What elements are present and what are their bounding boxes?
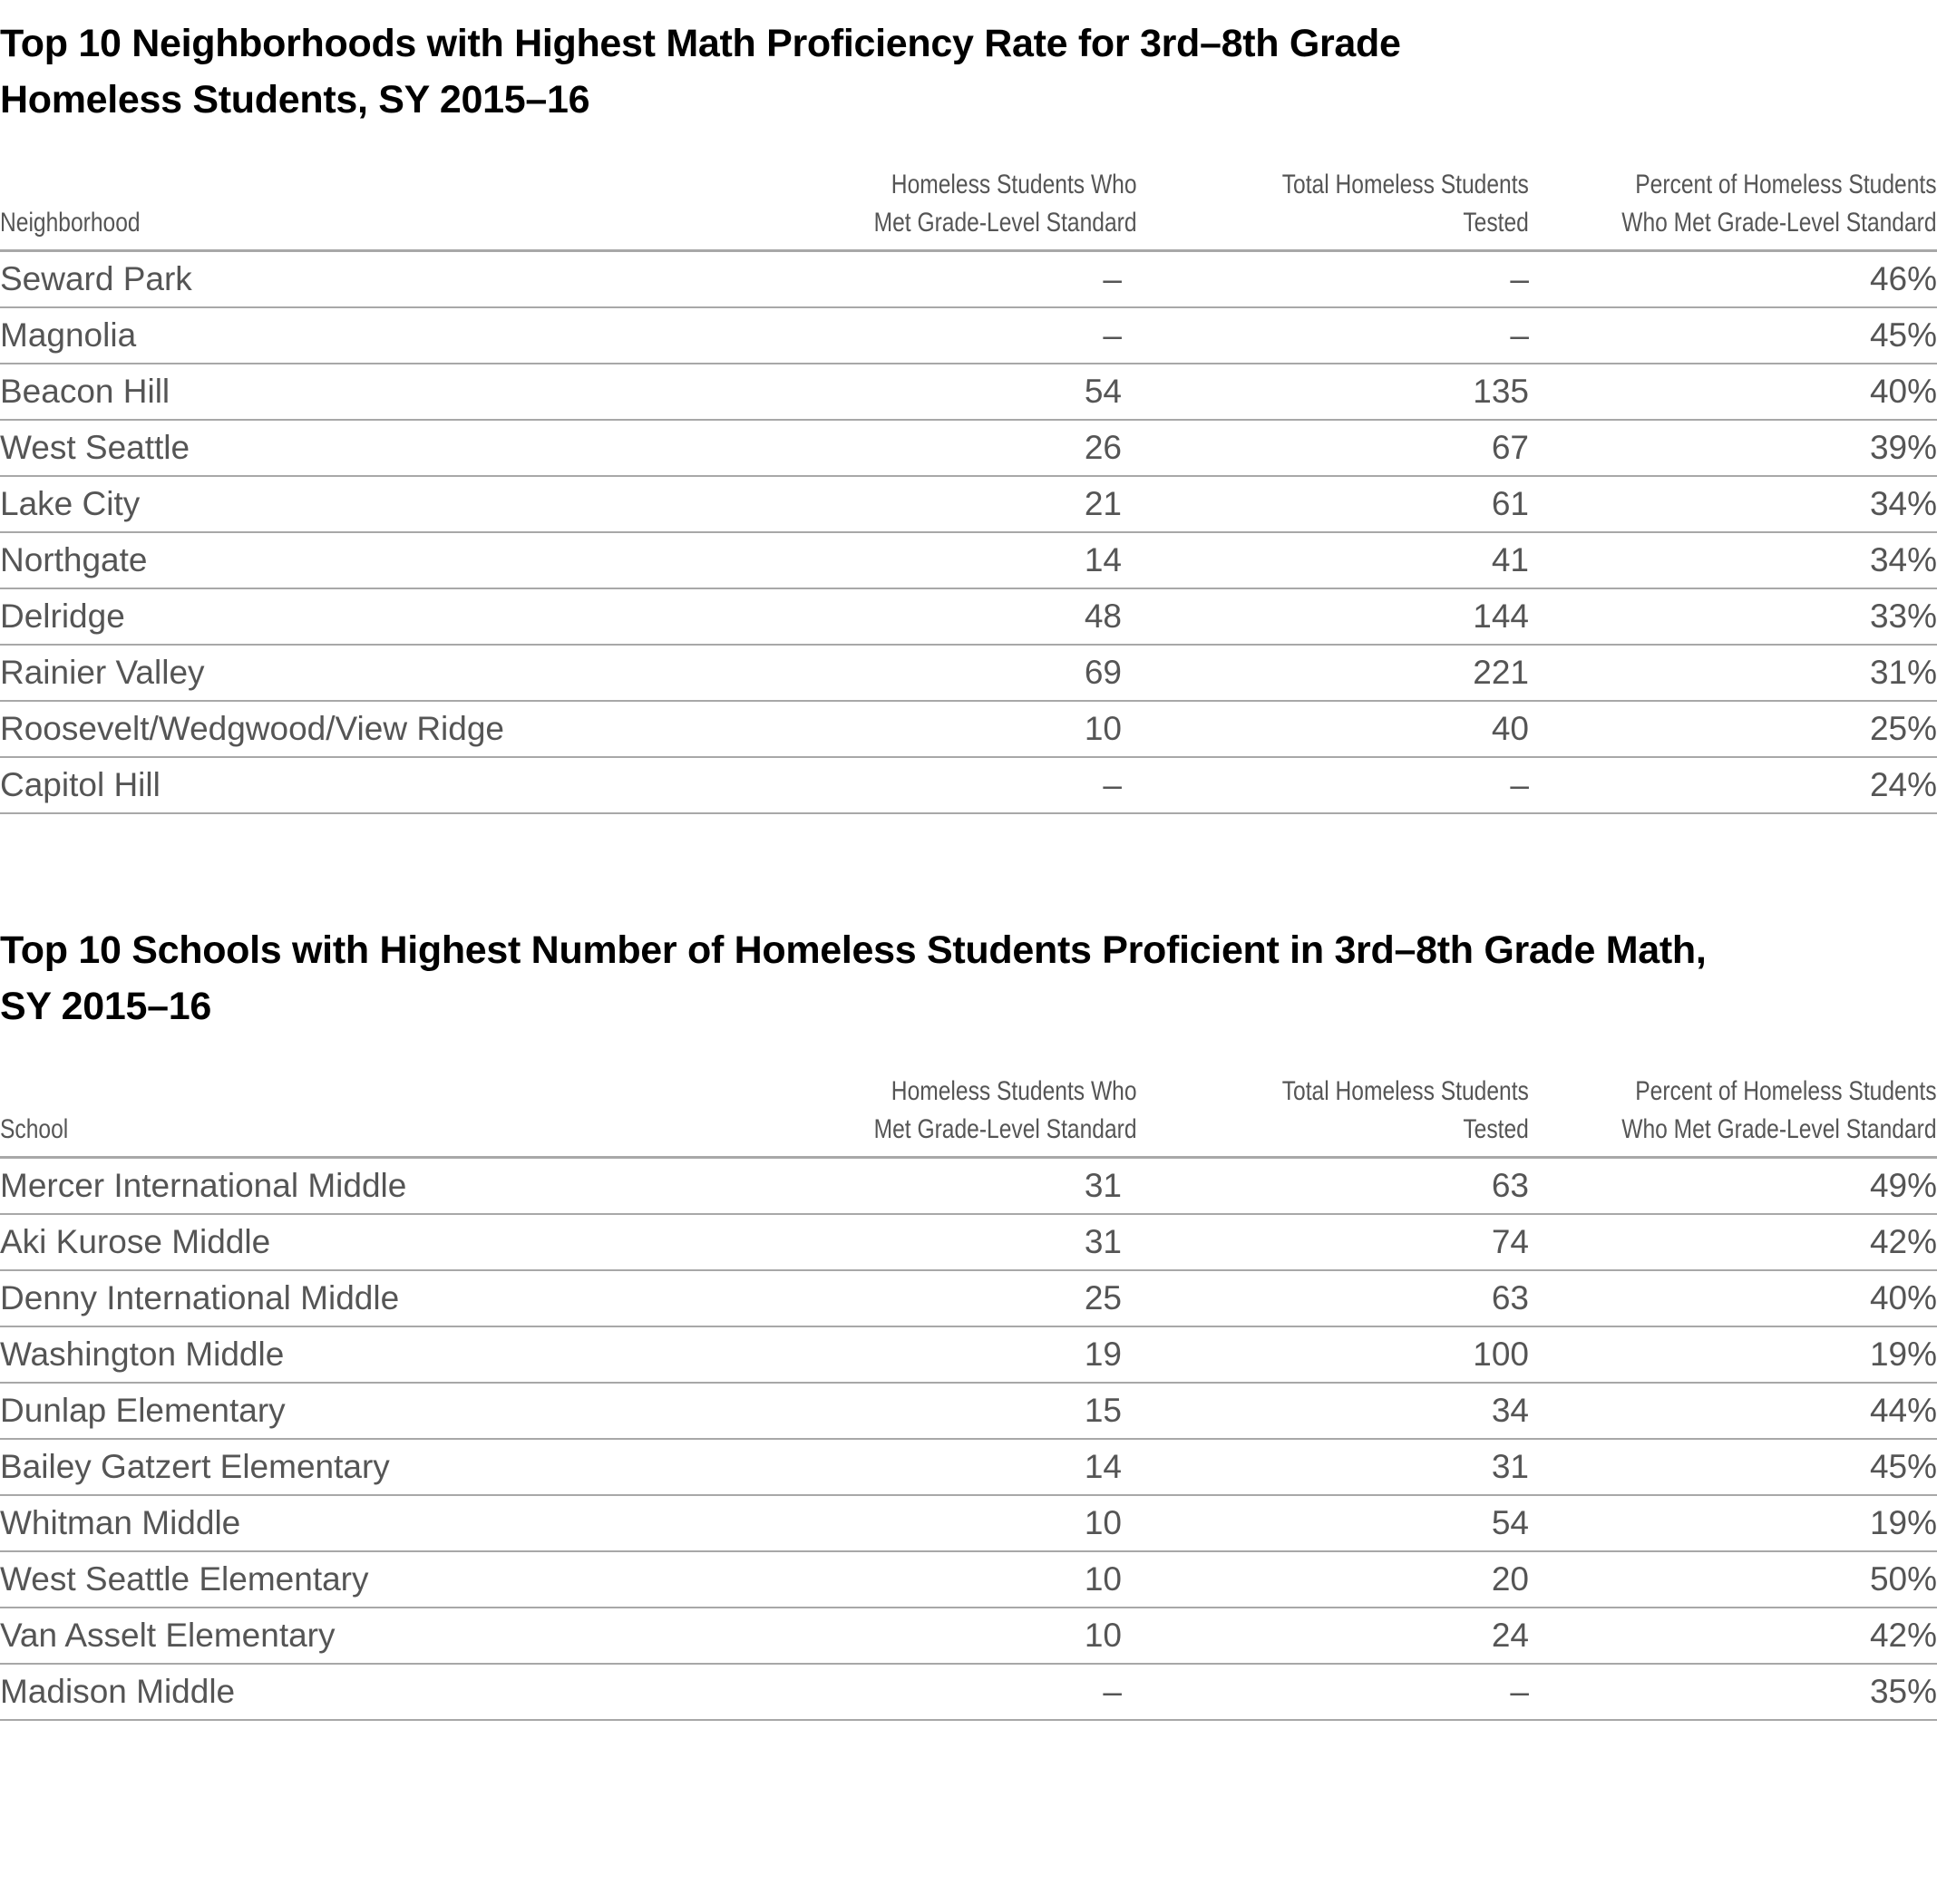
- table-row: [0, 701, 1937, 757]
- row-name: Delridge: [0, 588, 816, 645]
- row-total-tested: 34: [1122, 1383, 1529, 1439]
- row-met-standard: 15: [816, 1383, 1122, 1439]
- row-total-tested: –: [1122, 307, 1529, 364]
- title-line-1: Top 10 Schools with Highest Number of Homeless Students Proficient in 3rd–8th Grade Math,: [0, 928, 1707, 972]
- row-met-standard: –: [816, 757, 1122, 813]
- row-met-standard: 14: [816, 1439, 1122, 1495]
- row-name: Madison Middle: [0, 1664, 816, 1720]
- row-name: Whitman Middle: [0, 1495, 816, 1551]
- table-row: [0, 476, 1937, 532]
- row-met-standard: –: [816, 1664, 1122, 1720]
- row-percent: 34%: [1529, 476, 1937, 532]
- row-name: West Seattle: [0, 420, 816, 476]
- row-met-standard: 54: [816, 364, 1122, 420]
- row-name: Van Asselt Elementary: [0, 1608, 816, 1664]
- row-met-standard: 14: [816, 532, 1122, 588]
- row-percent: 44%: [1529, 1383, 1937, 1439]
- row-percent: 45%: [1529, 307, 1937, 364]
- table-row: [0, 1214, 1937, 1270]
- row-percent: 24%: [1529, 757, 1937, 813]
- row-percent: 25%: [1529, 701, 1937, 757]
- table-row: [0, 1664, 1937, 1720]
- row-total-tested: 135: [1122, 364, 1529, 420]
- row-name: Aki Kurose Middle: [0, 1214, 816, 1270]
- row-total-tested: 40: [1122, 701, 1529, 757]
- row-total-tested: –: [1122, 757, 1529, 813]
- table-row: [0, 1158, 1937, 1215]
- row-name: West Seattle Elementary: [0, 1551, 816, 1608]
- table-row: [0, 1495, 1937, 1551]
- table-row: [0, 1551, 1937, 1608]
- header-school: School: [0, 1073, 816, 1158]
- table-row: [0, 307, 1937, 364]
- row-name: Capitol Hill: [0, 757, 816, 813]
- header-percent: Percent of Homeless Students Who Met Grade-Level Standard: [1529, 1073, 1937, 1158]
- neighborhoods-table-title: [0, 15, 1937, 128]
- row-name: Rainier Valley: [0, 645, 816, 701]
- row-met-standard: 10: [816, 1551, 1122, 1608]
- row-met-standard: 10: [816, 701, 1122, 757]
- row-met-standard: –: [816, 307, 1122, 364]
- table-row: [0, 1326, 1937, 1383]
- row-name: Washington Middle: [0, 1326, 816, 1383]
- row-percent: 33%: [1529, 588, 1937, 645]
- row-met-standard: 31: [816, 1158, 1122, 1215]
- row-name: Denny International Middle: [0, 1270, 816, 1326]
- table-row: [0, 251, 1937, 308]
- row-met-standard: 48: [816, 588, 1122, 645]
- neighborhoods-section: [0, 15, 1937, 814]
- table-row: [0, 1439, 1937, 1495]
- header-met-standard: Homeless Students Who Met Grade-Level Standard: [816, 166, 1122, 251]
- row-met-standard: –: [816, 251, 1122, 308]
- title-line-2: Homeless Students, SY 2015–16: [0, 78, 590, 121]
- row-percent: 19%: [1529, 1495, 1937, 1551]
- table-row: [0, 757, 1937, 813]
- schools-table-title: [0, 922, 1937, 1035]
- schools-section: [0, 922, 1937, 1721]
- row-name: Dunlap Elementary: [0, 1383, 816, 1439]
- row-percent: 35%: [1529, 1664, 1937, 1720]
- row-total-tested: 144: [1122, 588, 1529, 645]
- table-row: [0, 532, 1937, 588]
- row-name: Seward Park: [0, 251, 816, 308]
- row-total-tested: 20: [1122, 1551, 1529, 1608]
- title-line-2: SY 2015–16: [0, 985, 211, 1028]
- row-percent: 49%: [1529, 1158, 1937, 1215]
- table-row: [0, 645, 1937, 701]
- table-header-row: [0, 166, 1937, 251]
- row-percent: 50%: [1529, 1551, 1937, 1608]
- header-percent: Percent of Homeless Students Who Met Grade-Level Standard: [1529, 166, 1937, 251]
- row-met-standard: 10: [816, 1608, 1122, 1664]
- row-met-standard: 21: [816, 476, 1122, 532]
- row-total-tested: 63: [1122, 1270, 1529, 1326]
- row-percent: 46%: [1529, 251, 1937, 308]
- table-header-row: [0, 1073, 1937, 1158]
- row-name: Bailey Gatzert Elementary: [0, 1439, 816, 1495]
- row-total-tested: 61: [1122, 476, 1529, 532]
- row-total-tested: –: [1122, 251, 1529, 308]
- row-total-tested: 24: [1122, 1608, 1529, 1664]
- row-met-standard: 19: [816, 1326, 1122, 1383]
- table-row: [0, 420, 1937, 476]
- row-percent: 31%: [1529, 645, 1937, 701]
- row-percent: 42%: [1529, 1214, 1937, 1270]
- row-met-standard: 10: [816, 1495, 1122, 1551]
- row-percent: 19%: [1529, 1326, 1937, 1383]
- header-total-tested: Total Homeless Students Tested: [1122, 166, 1529, 251]
- table-row: [0, 1608, 1937, 1664]
- row-percent: 42%: [1529, 1608, 1937, 1664]
- header-met-standard: Homeless Students Who Met Grade-Level Standard: [816, 1073, 1122, 1158]
- row-met-standard: 31: [816, 1214, 1122, 1270]
- header-neighborhood: Neighborhood: [0, 166, 816, 251]
- row-total-tested: 100: [1122, 1326, 1529, 1383]
- table-row: [0, 1270, 1937, 1326]
- row-total-tested: –: [1122, 1664, 1529, 1720]
- title-line-1: Top 10 Neighborhoods with Highest Math Proficiency Rate for 3rd–8th Grade: [0, 22, 1401, 65]
- schools-table: [0, 1073, 1937, 1721]
- row-total-tested: 221: [1122, 645, 1529, 701]
- row-percent: 45%: [1529, 1439, 1937, 1495]
- row-name: Beacon Hill: [0, 364, 816, 420]
- row-total-tested: 54: [1122, 1495, 1529, 1551]
- row-total-tested: 67: [1122, 420, 1529, 476]
- row-met-standard: 26: [816, 420, 1122, 476]
- row-name: Magnolia: [0, 307, 816, 364]
- neighborhoods-table: [0, 166, 1937, 814]
- row-name: Lake City: [0, 476, 816, 532]
- table-row: [0, 1383, 1937, 1439]
- row-met-standard: 25: [816, 1270, 1122, 1326]
- row-total-tested: 74: [1122, 1214, 1529, 1270]
- row-percent: 34%: [1529, 532, 1937, 588]
- row-total-tested: 63: [1122, 1158, 1529, 1215]
- row-percent: 40%: [1529, 1270, 1937, 1326]
- header-total-tested: Total Homeless Students Tested: [1122, 1073, 1529, 1158]
- table-row: [0, 588, 1937, 645]
- row-name: Roosevelt/Wedgwood/View Ridge: [0, 701, 816, 757]
- table-row: [0, 364, 1937, 420]
- row-total-tested: 31: [1122, 1439, 1529, 1495]
- row-percent: 39%: [1529, 420, 1937, 476]
- row-percent: 40%: [1529, 364, 1937, 420]
- row-name: Mercer International Middle: [0, 1158, 816, 1215]
- row-total-tested: 41: [1122, 532, 1529, 588]
- row-name: Northgate: [0, 532, 816, 588]
- row-met-standard: 69: [816, 645, 1122, 701]
